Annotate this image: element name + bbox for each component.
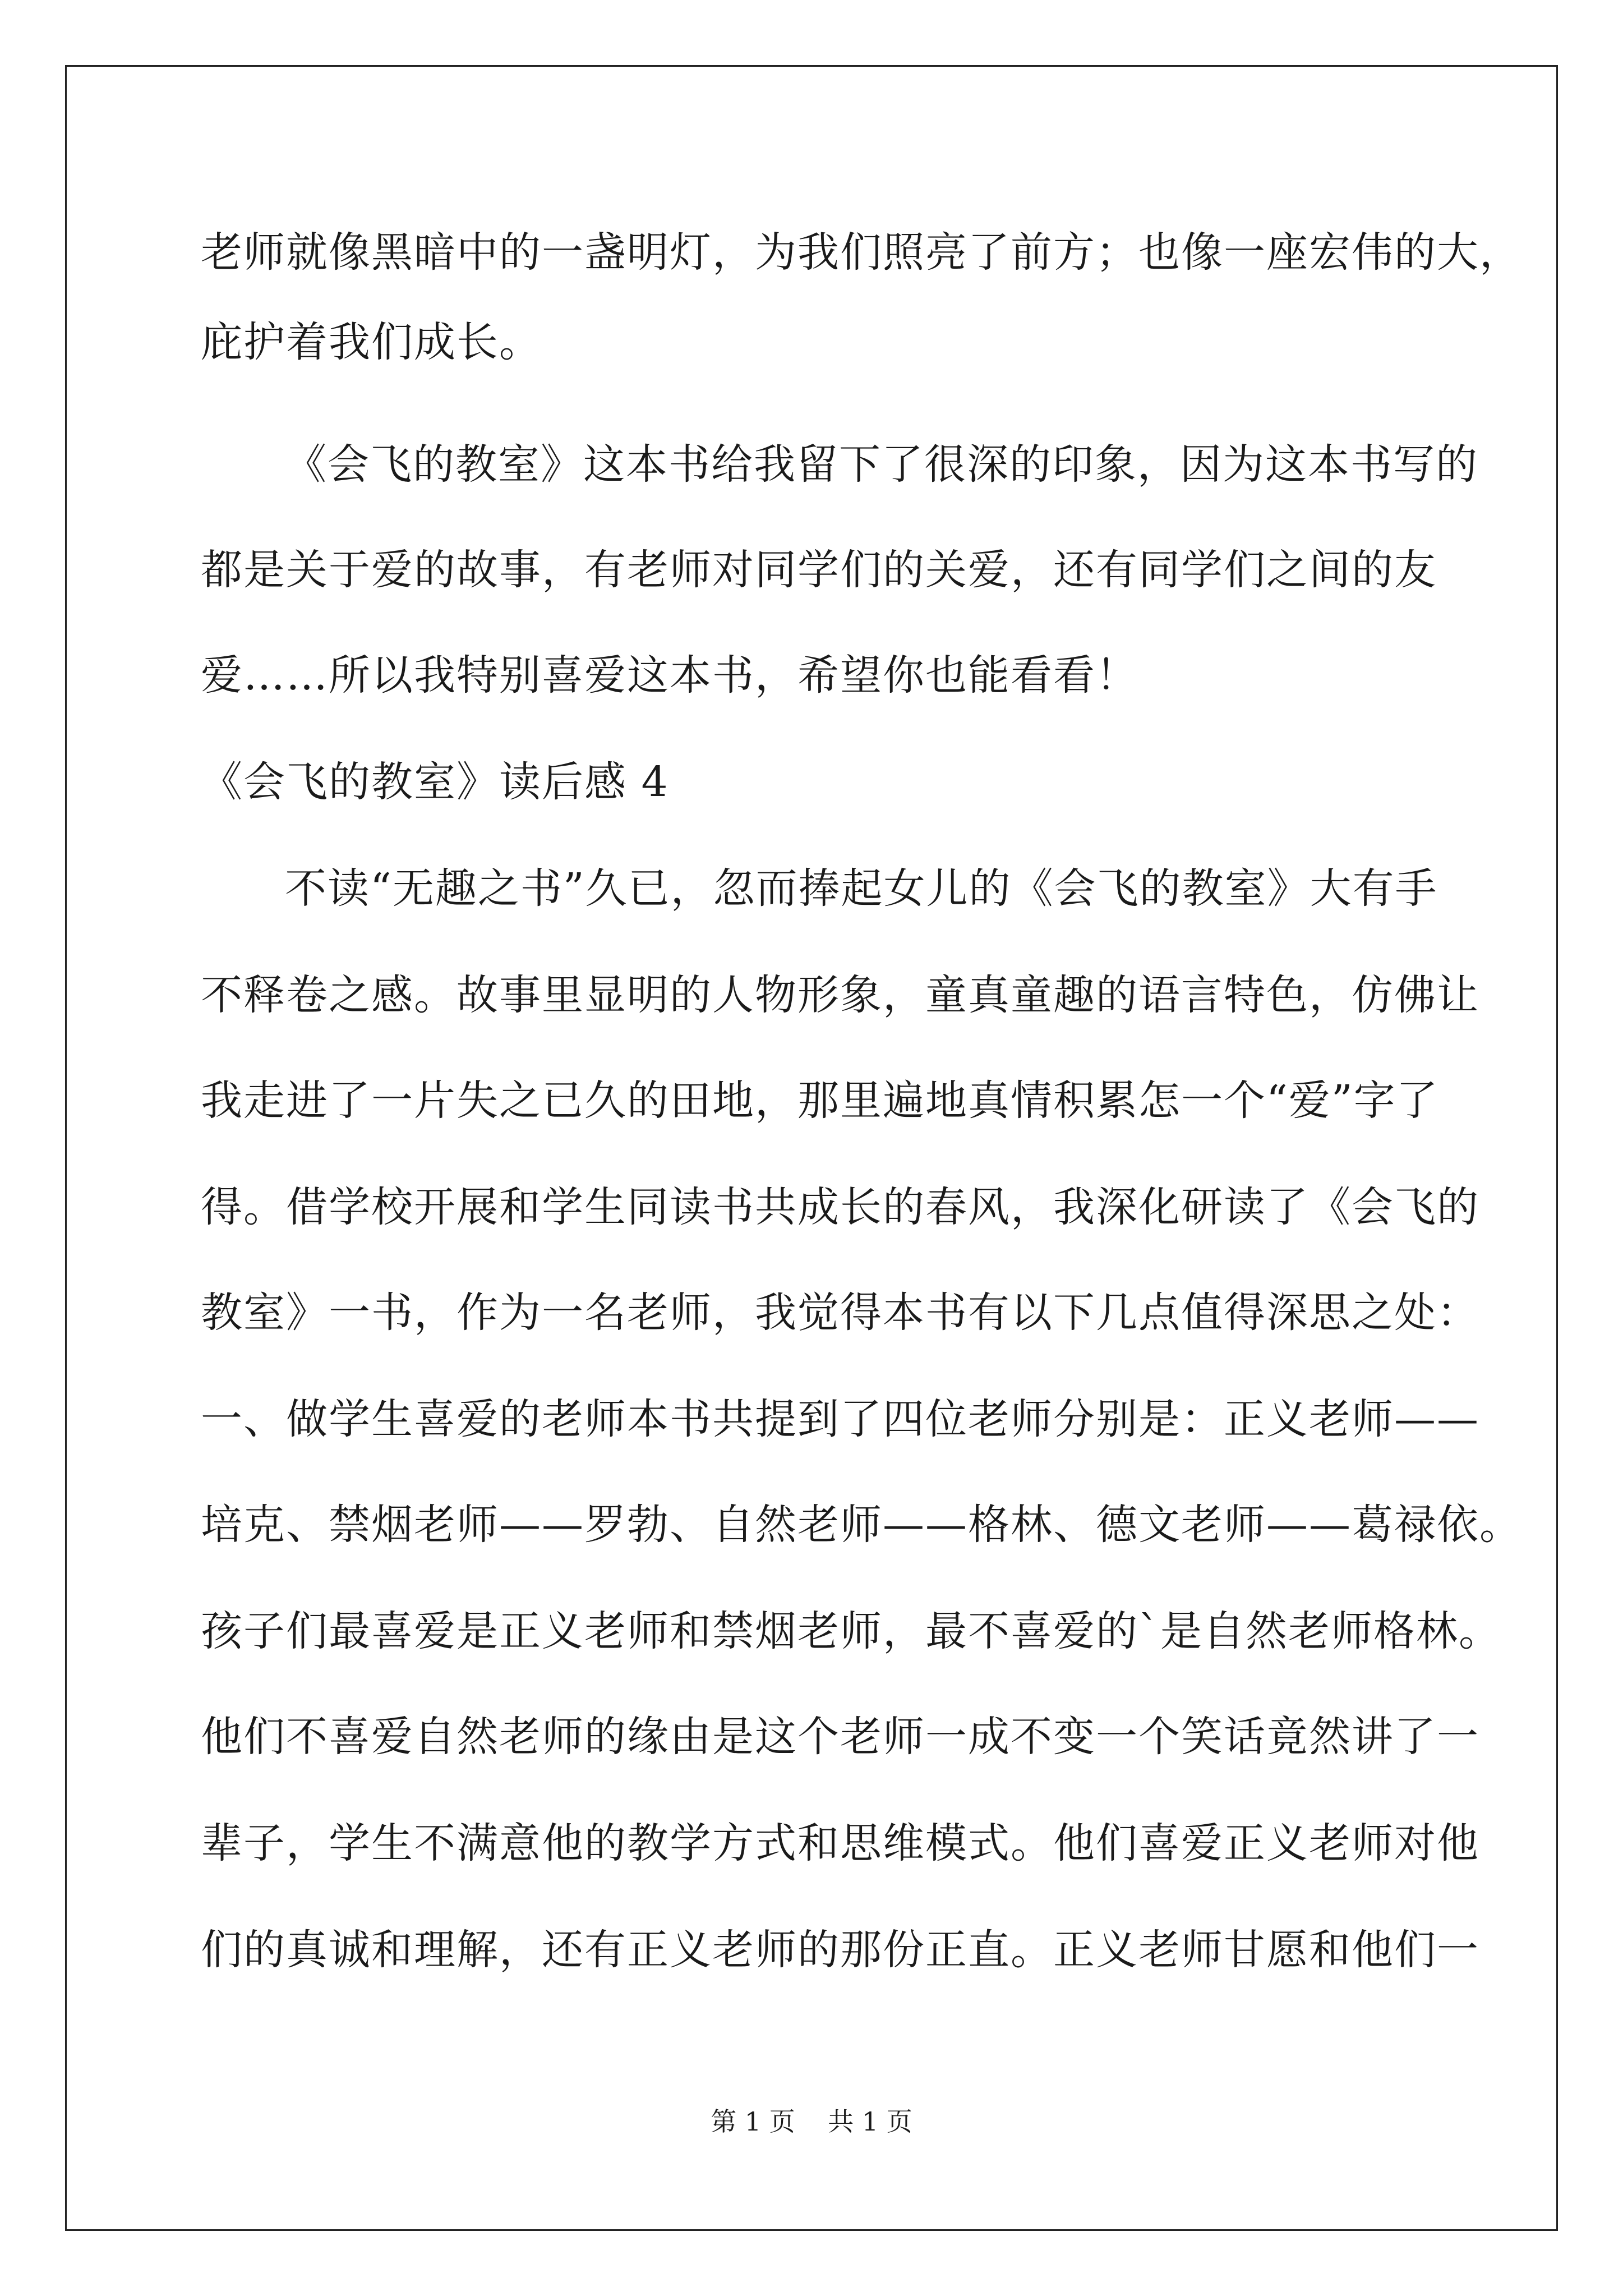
- body-line: 孩子们最喜爱是正义老师和禁烟老师，最不喜爱的`是自然老师格林。: [201, 1607, 1501, 1655]
- page-border: [65, 65, 1558, 2231]
- body-line: 们的真诚和理解，还有正义老师的那份正直。正义老师甘愿和他们一: [201, 1926, 1479, 1974]
- body-line: 培克、禁烟老师——罗勃、自然老师——格林、德文老师——葛禄依。: [201, 1501, 1522, 1549]
- body-line: 一、做学生喜爱的老师本书共提到了四位老师分别是：正义老师——: [201, 1395, 1479, 1443]
- body-line: 不释卷之感。故事里显明的人物形象，童真童趣的语言特色，仿佛让: [201, 971, 1479, 1019]
- body-line: 我走进了一片失之已久的田地，那里遍地真情积累怎一个“爱”字了: [201, 1076, 1439, 1125]
- body-line: 他们不喜爱自然老师的缘由是这个老师一成不变一个笑话竟然讲了一: [201, 1713, 1479, 1761]
- section-heading: 《会飞的教室》读后感 4: [201, 758, 669, 806]
- body-line: 老师就像黑暗中的一盏明灯，为我们照亮了前方；也像一座宏伟的大，: [201, 228, 1522, 277]
- body-line: 辈子，学生不满意他的教学方式和思维模式。他们喜爱正义老师对他: [201, 1819, 1479, 1867]
- page-number-footer: 第 1 页 共 1 页: [711, 2106, 912, 2137]
- body-line: 都是关于爱的故事，有老师对同学们的关爱，还有同学们之间的友: [201, 546, 1437, 594]
- body-line: 得。借学校开展和学生同读书共成长的春风，我深化研读了《会飞的: [201, 1183, 1479, 1231]
- paragraph-start-line: 不读“无趣之书”久已，忽而捧起女儿的《会飞的教室》大有手: [285, 864, 1438, 913]
- body-line: 爱……所以我特别喜爱这本书，希望你也能看看！: [201, 651, 1138, 700]
- paragraph-start-line: 《会飞的教室》这本书给我留下了很深的印象，因为这本书写的: [285, 440, 1478, 489]
- body-line: 庇护着我们成长。: [201, 318, 542, 366]
- body-line: 教室》一书，作为一名老师，我觉得本书有以下几点值得深思之处：: [201, 1289, 1479, 1337]
